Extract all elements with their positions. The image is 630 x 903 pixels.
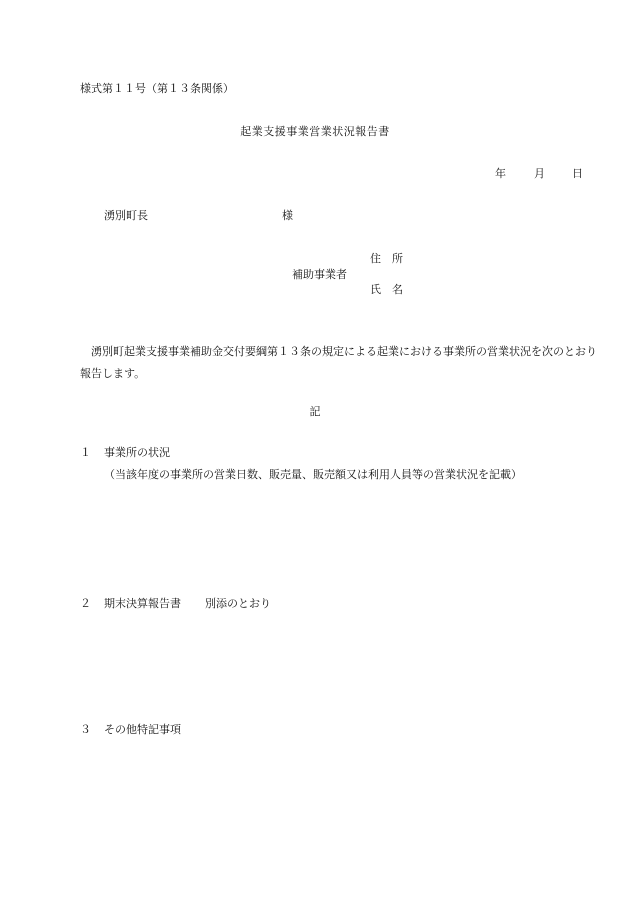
- section-2-heading: [80, 597, 271, 611]
- date-month-label: 月: [534, 167, 545, 180]
- applicant-label: 補助事業者: [292, 268, 347, 281]
- form-number: 様式第１１号（第１３条関係）: [80, 82, 234, 95]
- ki-heading: 記: [309, 405, 321, 418]
- section-1-title: 事業所の状況: [104, 446, 170, 459]
- section-1-note: （当該年度の事業所の営業日数、販売量、販売額又は利用人員等の営業状況を記載）: [104, 468, 522, 481]
- document-title: 起業支援事業営業状況報告書: [240, 125, 390, 138]
- section-2-title: 期末決算報告書: [104, 597, 181, 610]
- address-label: 住 所: [370, 252, 403, 265]
- addressee-name: 湧別町長: [104, 209, 148, 222]
- section-1-number: １: [80, 446, 91, 459]
- name-label: 氏 名: [370, 283, 403, 296]
- addressee-honorific: 様: [282, 209, 293, 222]
- report-body-text: 湧別町起業支援事業補助金交付要綱第１３条の規定による起業における事業所の営業状況を次のとおり報告します。: [80, 345, 597, 380]
- date-day-label: 日: [572, 167, 583, 180]
- section-3-heading: [80, 723, 181, 737]
- section-2-value: 別添のとおり: [205, 597, 271, 610]
- section-1-heading: [80, 446, 170, 460]
- section-3-title: その他特記事項: [104, 723, 181, 736]
- section-2-number: ２: [80, 597, 91, 610]
- section-3-number: ３: [80, 723, 91, 736]
- date-year-label: 年: [495, 167, 506, 180]
